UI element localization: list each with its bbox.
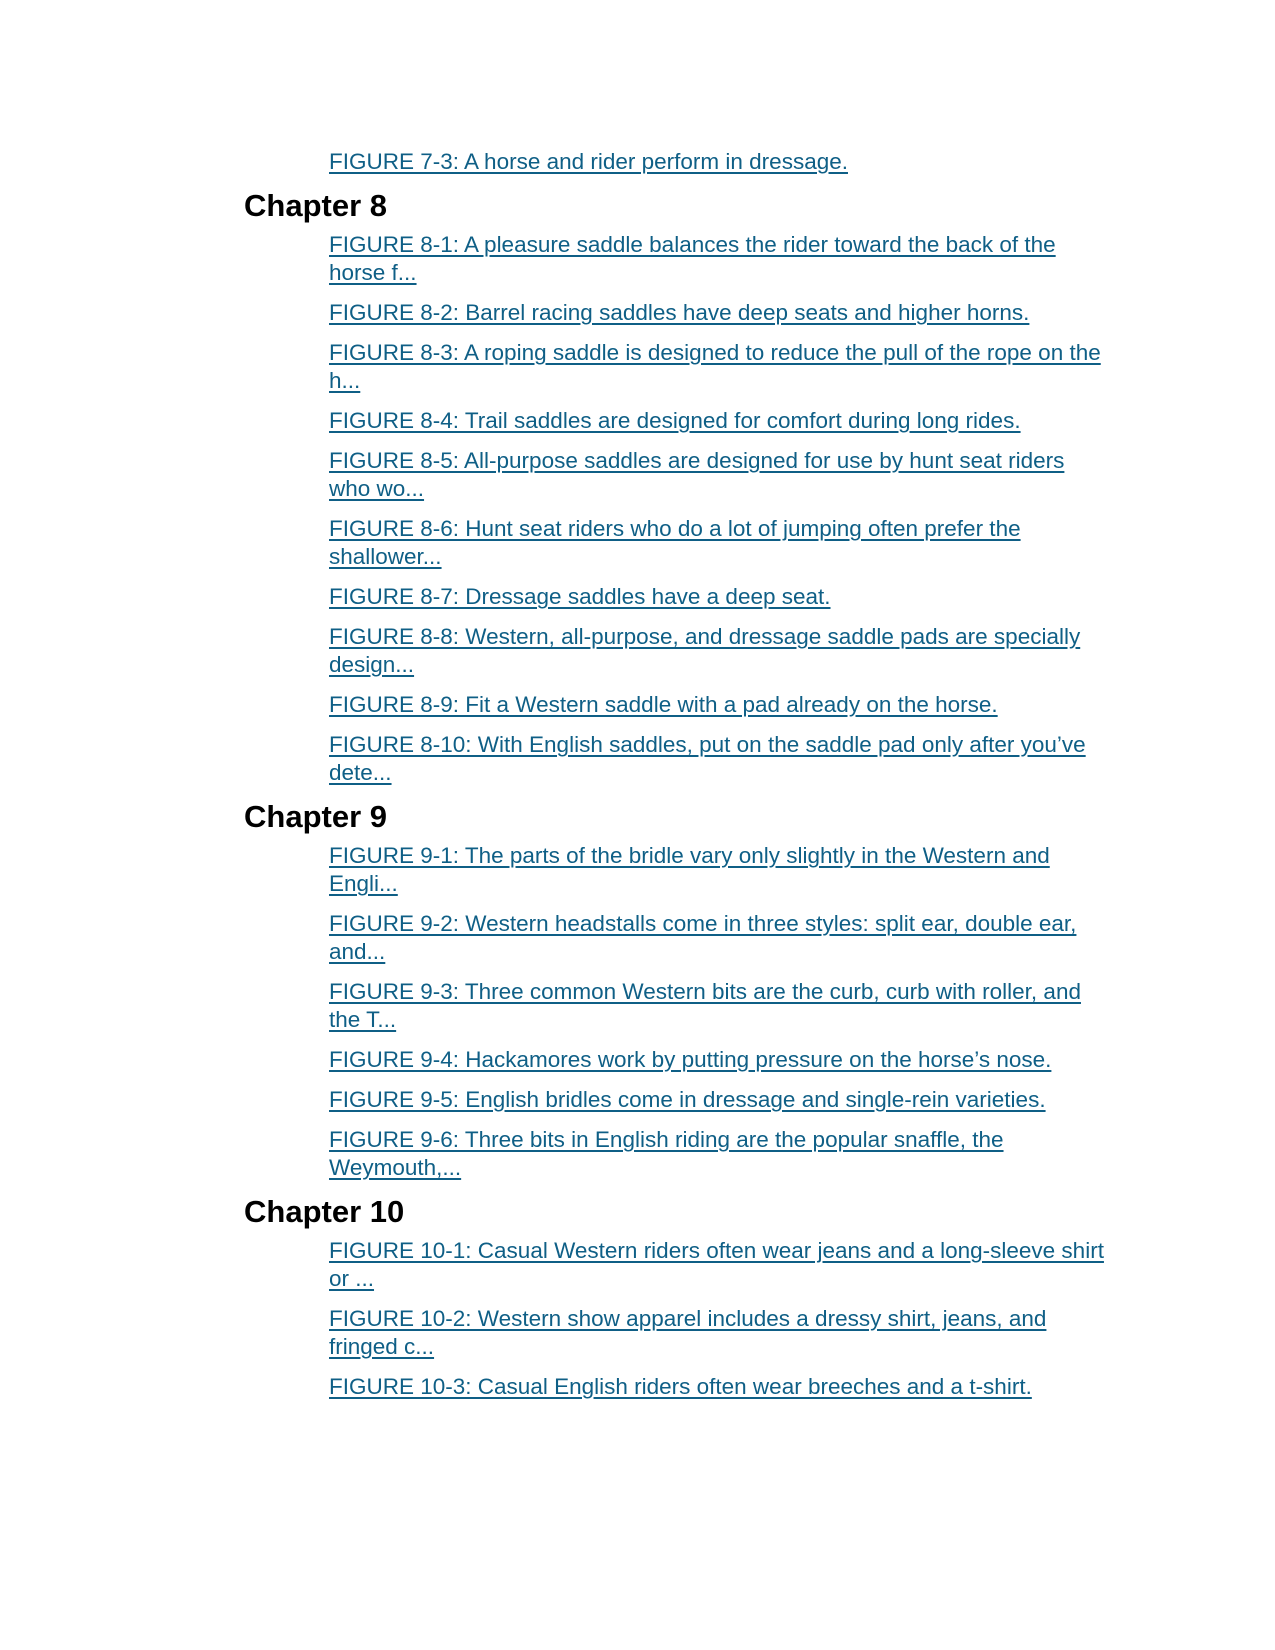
list-item: [329, 842, 1109, 898]
chapter-10-section: [0, 1194, 1275, 1401]
chapter-heading: Chapter 10: [244, 1194, 405, 1229]
figure-link-8-5[interactable]: FIGURE 8-5: All-purpose saddles are designed for use by hunt seat riders who wo...: [329, 448, 1065, 501]
figure-link-9-6[interactable]: FIGURE 9-6: Three bits in English riding are the popular snaffle, the Weymouth,...: [329, 1127, 1004, 1180]
figure-link-8-8[interactable]: FIGURE 8-8: Western, all-purpose, and dressage saddle pads are specially design...: [329, 624, 1081, 677]
list-item: [329, 731, 1109, 787]
figure-link-8-1[interactable]: FIGURE 8-1: A pleasure saddle balances the rider toward the back of the horse f...: [329, 232, 1056, 285]
list-item: [329, 231, 1109, 287]
list-item: [329, 148, 1109, 176]
list-item: [329, 623, 1109, 679]
figure-link-8-7[interactable]: FIGURE 8-7: Dressage saddles have a deep seat.: [329, 584, 831, 609]
list-item: [329, 583, 1109, 611]
list-item: [329, 1086, 1109, 1114]
list-item: [329, 1126, 1109, 1182]
figure-link-9-4[interactable]: FIGURE 9-4: Hackamores work by putting pressure on the horse’s nose.: [329, 1047, 1052, 1072]
list-item: [329, 978, 1109, 1034]
figure-list: [329, 231, 1109, 787]
list-item: [329, 910, 1109, 966]
list-item: [329, 339, 1109, 395]
list-item: [329, 515, 1109, 571]
chapter-heading: Chapter 9: [244, 799, 387, 834]
list-item: [329, 1305, 1109, 1361]
figure-link-10-1[interactable]: FIGURE 10-1: Casual Western riders often wear jeans and a long-sleeve shirt or ...: [329, 1238, 1104, 1291]
figure-link-8-3[interactable]: FIGURE 8-3: A roping saddle is designed to reduce the pull of the rope on the h...: [329, 340, 1101, 393]
chapter-8-section: [0, 188, 1275, 787]
list-item: [329, 691, 1109, 719]
figure-link-8-9[interactable]: FIGURE 8-9: Fit a Western saddle with a pad already on the horse.: [329, 692, 998, 717]
chapter-heading: Chapter 8: [244, 188, 387, 223]
figure-link-9-3[interactable]: FIGURE 9-3: Three common Western bits are the curb, curb with roller, and the T...: [329, 979, 1081, 1032]
figure-link-10-2[interactable]: FIGURE 10-2: Western show apparel includes a dressy shirt, jeans, and fringed c...: [329, 1306, 1047, 1359]
figure-link-9-2[interactable]: FIGURE 9-2: Western headstalls come in three styles: split ear, double ear, and...: [329, 911, 1077, 964]
list-item: [329, 1373, 1109, 1401]
figure-link-8-4[interactable]: FIGURE 8-4: Trail saddles are designed for comfort during long rides.: [329, 408, 1021, 433]
figure-link-7-3[interactable]: FIGURE 7-3: A horse and rider perform in dressage.: [329, 149, 848, 174]
chapter-9-section: [0, 799, 1275, 1182]
list-item: [329, 1237, 1109, 1293]
figure-link-10-3[interactable]: FIGURE 10-3: Casual English riders often wear breeches and a t-shirt.: [329, 1374, 1032, 1399]
figure-link-8-10[interactable]: FIGURE 8-10: With English saddles, put on the saddle pad only after you’ve dete...: [329, 732, 1086, 785]
figure-link-9-5[interactable]: FIGURE 9-5: English bridles come in dressage and single-rein varieties.: [329, 1087, 1046, 1112]
list-item: [329, 447, 1109, 503]
list-item: [329, 407, 1109, 435]
list-item: [329, 299, 1109, 327]
figure-list: [329, 842, 1109, 1182]
list-item: [329, 1046, 1109, 1074]
figure-link-9-1[interactable]: FIGURE 9-1: The parts of the bridle vary only slightly in the Western and Engli...: [329, 843, 1050, 896]
lead-figure-list: [329, 148, 1109, 176]
figure-list: [329, 1237, 1109, 1401]
figure-link-8-2[interactable]: FIGURE 8-2: Barrel racing saddles have deep seats and higher horns.: [329, 300, 1030, 325]
figure-link-8-6[interactable]: FIGURE 8-6: Hunt seat riders who do a lot of jumping often prefer the shallower...: [329, 516, 1021, 569]
